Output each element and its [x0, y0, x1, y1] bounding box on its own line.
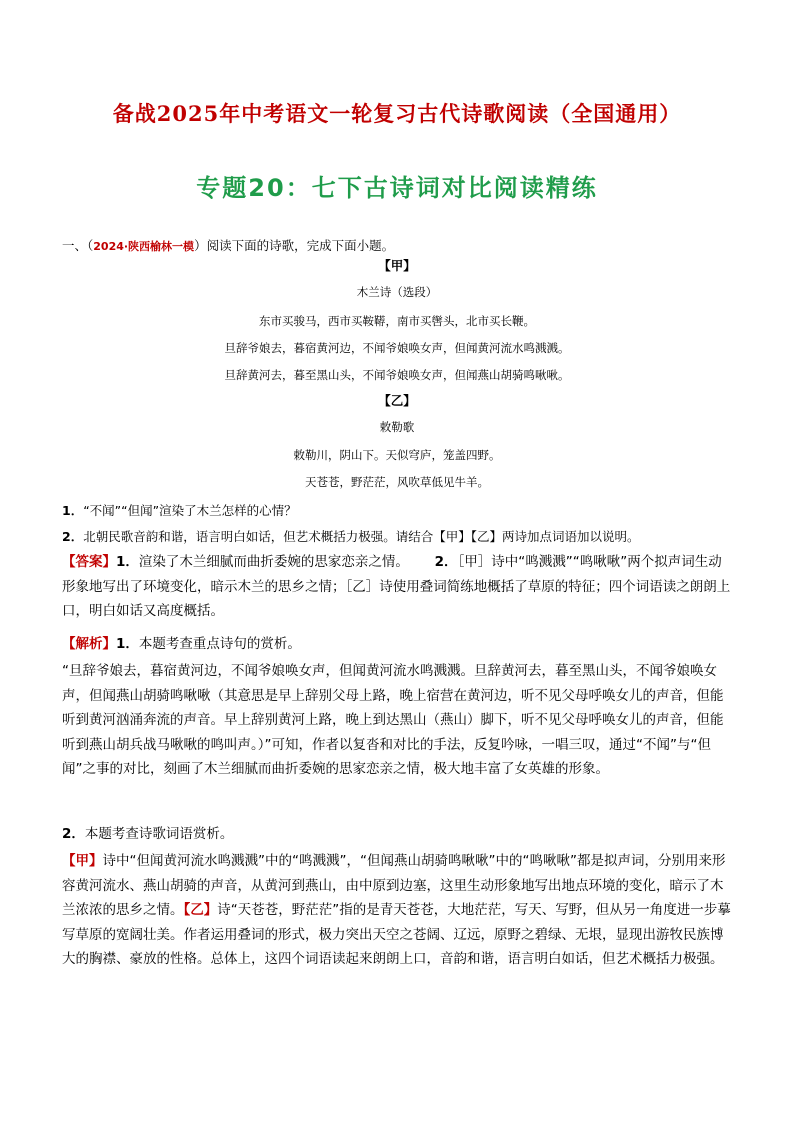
poem-b-title: 敕勒歌	[379, 420, 415, 434]
analysis-paragraph	[62, 849, 734, 972]
question-suffix: ）阅读下面的诗歌，完成下面小题。	[194, 238, 395, 253]
question-number: 2．	[62, 529, 84, 544]
analysis-block	[62, 632, 734, 657]
poem-a-label: 【甲】	[378, 258, 416, 273]
poem-b-label: 【乙】	[378, 393, 416, 408]
poem-a-line: 旦辞爷娘去，暮宿黄河边，不闻爷娘唤女声，但闻黄河流水鸣溅溅。	[224, 341, 570, 355]
question-text: “不闻”“但闻”渲染了木兰怎样的心情？	[83, 503, 297, 518]
poem-a-line: 东市买骏马，西市买鞍鞯，南市买辔头，北市买长鞭。	[259, 314, 535, 328]
analysis-label: 【解析】	[62, 636, 116, 652]
document-subtitle: 专题20：七下古诗词对比阅读精练	[196, 174, 598, 202]
analysis-block	[62, 822, 734, 847]
question-item	[62, 501, 297, 519]
question-prefix: 一、（	[62, 238, 94, 253]
question-number: 1．	[62, 503, 84, 518]
analysis-text: 诗“天苍苍，野茫茫”指的是青天苍苍，大地茫茫，写天、写野，但从另一角度进一步摹写草原的宽阔壮美。作者运用叠词的形式，极力突出天空之苍阔、辽远，原野之碧绿、无垠，显现出游牧民族博大的胸襟、豪放的性格。总体上，这四个词语读起来朗朗上口，音韵和谐，语言明白如话，但艺术概括力极强。	[62, 902, 731, 967]
answer-number: 1．	[116, 554, 139, 570]
analysis-paragraph: “旦辞爷娘去，暮宿黄河边，不闻爷娘唤女声，但闻黄河流水鸣溅溅。旦辞黄河去，暮至黑山头，不闻爷娘唤女声，但闻燕山胡骑鸣啾啾（其意思是早上辞别父母上路，晚上宿营在黄河边，听不见父母呼唤女儿的声音，但能听到黄河汹涌奔流的声音。早上辞别黄河上路，晚上到达黑山（燕山）脚下，听不见父母呼唤女儿的声音，但能听到燕山胡兵战马啾啾的鸣叫声。）”可知，作者以复沓和对比的手法，反复吟咏，一唱三叹，通过“不闻”与“但闻”之事的对比，刻画了木兰细腻而曲折委婉的思家恋亲之情，极大地丰富了女英雄的形象。	[62, 663, 724, 777]
analysis-number: 2．	[62, 826, 85, 842]
poem-b-ref-label: 【乙】	[183, 902, 218, 918]
answer-text: ［甲］诗中“鸣溅溅”“鸣啾啾”两个拟声词生动形象地写出了环境变化，暗示木兰的思乡之情；［乙］诗使用叠词简练地概括了草原的特征；四个词语读之朗朗上口，明白如话又高度概括。	[62, 554, 731, 619]
answer-text: 渲染了木兰细腻而曲折委婉的思家恋亲之情。	[138, 554, 409, 570]
question-item	[62, 527, 639, 545]
question-text: 北朝民歌音韵和谐，语言明白如话，但艺术概括力极强。请结合【甲】【乙】两诗加点词语加以说明。	[83, 529, 640, 544]
poem-b-line: 敕勒川，阴山下。天似穹庐，笼盖四野。	[293, 448, 501, 462]
analysis-heading: 本题考查诗歌词语赏析。	[84, 826, 234, 842]
analysis-number: 1．	[116, 636, 139, 652]
poem-b-line: 天苍苍，野茫茫，风吹草低见牛羊。	[305, 475, 489, 489]
answer-number: 2．	[434, 554, 458, 570]
poem-a-ref-label: 【甲】	[62, 853, 103, 869]
poem-a-line: 旦辞黄河去，暮至黑山头，不闻爷娘唤女声，但闻燕山胡骑鸣啾啾。	[224, 368, 570, 382]
analysis-text: 诗中“但闻黄河流水鸣溅溅”中的“鸣溅溅”，“但闻燕山胡骑鸣啾啾”中的“鸣啾啾”都是拟声词，分别用来形容黄河流水、燕山胡骑的声音，从黄河到燕山，由中原到边塞，这里生动形象地写出地点环境的变化，暗示了木兰浓浓的思乡之情。	[62, 853, 726, 918]
answer-block	[62, 550, 734, 624]
question-intro	[62, 236, 394, 254]
poem-a-title: 木兰诗（选段）	[356, 285, 438, 299]
question-source: 2024·陕西榆林一模	[93, 240, 195, 253]
analysis-heading: 本题考查重点诗句的赏析。	[138, 636, 301, 652]
document-title: 备战2025年中考语文一轮复习古代诗歌阅读（全国通用）	[112, 101, 682, 126]
answer-label: 【答案】	[62, 554, 116, 570]
